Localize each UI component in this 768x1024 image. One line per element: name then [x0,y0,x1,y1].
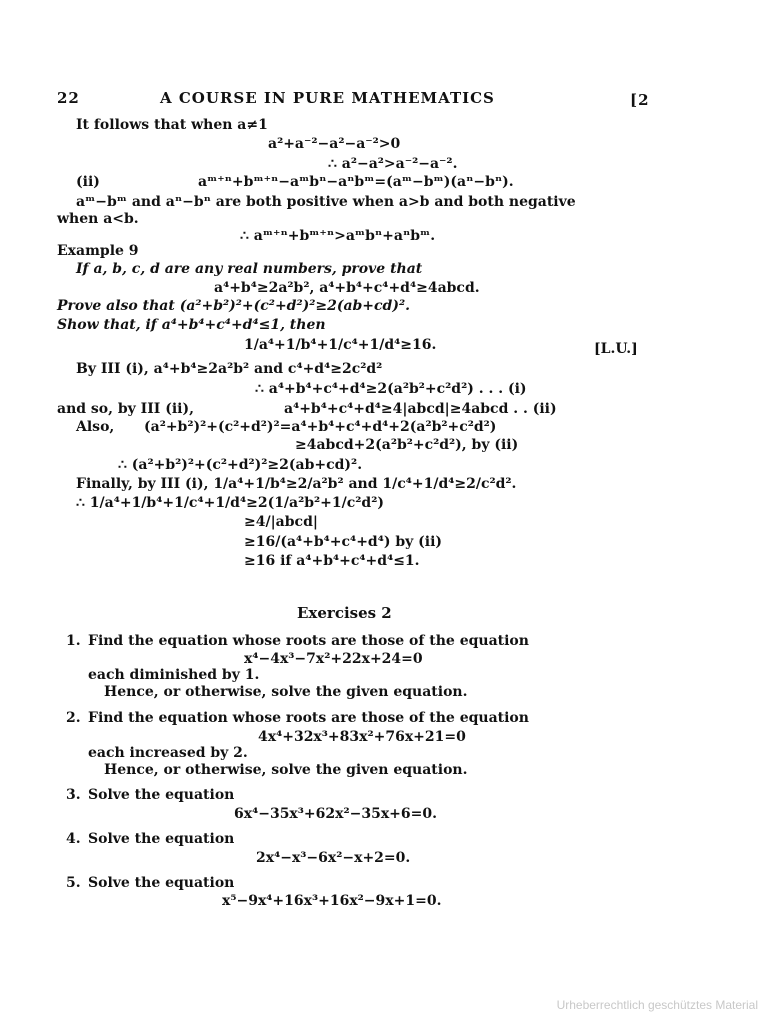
exercise-number: 2. [66,710,81,726]
exercise-equation: 2x⁴−x³−6x²−x+2=0. [256,850,411,866]
exercise-equation: x⁵−9x⁴+16x³+16x²−9x+1=0. [222,893,442,909]
exercise-number: 5. [66,875,81,891]
exercise-text: Hence, or otherwise, solve the given equation. [104,684,468,700]
math-line: 1/a⁴+1/b⁴+1/c⁴+1/d⁴≥16. [244,337,437,353]
math-line: a⁴+b⁴+c⁴+d⁴≥4|abcd|≥4abcd . . (ii) [284,401,557,417]
exercise-text: Find the equation whose roots are those of the equation [88,710,529,726]
exercise-equation: 4x⁴+32x³+83x²+76x+21=0 [258,729,466,745]
exercise-text: Solve the equation [88,787,235,803]
exercise-equation: 6x⁴−35x³+62x²−35x+6=0. [234,806,437,822]
text-line: Also, [76,419,115,435]
exercise-number: 3. [66,787,81,803]
text-line: Finally, by III (i), 1/a⁴+1/b⁴≥2/a²b² and 1/c⁴+1/d⁴≥2/c²d². [76,476,517,492]
math-line: ∴ 1/a⁴+1/b⁴+1/c⁴+1/d⁴≥2(1/a²b²+1/c²d²) [76,495,384,511]
exercises-title: Exercises 2 [297,604,392,622]
math-line: (a²+b²)²+(c²+d²)²=a⁴+b⁴+c⁴+d⁴+2(a²b²+c²d²) [144,419,497,435]
text-line: It follows that when a≠1 [76,117,268,133]
text-line: Prove also that (a²+b²)²+(c²+d²)²≥2(ab+cd)². [57,298,410,314]
math-line: ∴ a⁴+b⁴+c⁴+d⁴≥2(a²b²+c²d²) . . . (i) [255,381,527,397]
text-line: If a, b, c, d are any real numbers, prove that [76,261,423,277]
math-line: ≥4abcd+2(a²b²+c²d²), by (ii) [295,437,519,453]
exercise-text: each increased by 2. [88,745,248,761]
source-reference: [L.U.] [594,341,638,357]
text-line: aᵐ−bᵐ and aⁿ−bⁿ are both positive when a>b and both negative [76,194,576,210]
math-line: ≥4/|abcd| [244,514,318,530]
math-line: aᵐ⁺ⁿ+bᵐ⁺ⁿ−aᵐbⁿ−aⁿbᵐ=(aᵐ−bᵐ)(aⁿ−bⁿ). [198,174,514,190]
exercise-equation: x⁴−4x³−7x²+22x+24=0 [244,651,423,667]
exercise-text: Solve the equation [88,875,235,891]
exercise-text: Solve the equation [88,831,235,847]
exercise-text: each diminished by 1. [88,667,260,683]
math-line: a²+a⁻²−a²−a⁻²>0 [268,136,401,152]
math-line: ≥16 if a⁴+b⁴+c⁴+d⁴≤1. [244,553,420,569]
text-line: By III (i), a⁴+b⁴≥2a²b² and c⁴+d⁴≥2c²d² [76,361,383,377]
exercise-number: 4. [66,831,81,847]
math-line: ≥16/(a⁴+b⁴+c⁴+d⁴) by (ii) [244,534,443,550]
exercise-text: Hence, or otherwise, solve the given equation. [104,762,468,778]
math-line: ∴ aᵐ⁺ⁿ+bᵐ⁺ⁿ>aᵐbⁿ+aⁿbᵐ. [240,228,436,244]
running-title: A COURSE IN PURE MATHEMATICS [160,89,495,107]
copyright-watermark: Urheberrechtlich geschütztes Material [556,998,758,1012]
page-number: 22 [57,89,80,107]
exercise-text: Find the equation whose roots are those of the equation [88,633,529,649]
math-line: ∴ a²−a²>a⁻²−a⁻². [328,156,458,172]
text-line: (ii) [76,174,100,190]
example-heading: Example 9 [57,243,139,259]
math-line: ∴ (a²+b²)²+(c²+d²)²≥2(ab+cd)². [118,457,363,473]
text-line: and so, by III (ii), [57,401,194,417]
text-line: when a<b. [57,211,139,227]
text-line: Show that, if a⁴+b⁴+c⁴+d⁴≤1, then [57,317,326,333]
section-marker: [2 [630,91,650,109]
math-line: a⁴+b⁴≥2a²b², a⁴+b⁴+c⁴+d⁴≥4abcd. [214,280,480,296]
exercise-number: 1. [66,633,81,649]
